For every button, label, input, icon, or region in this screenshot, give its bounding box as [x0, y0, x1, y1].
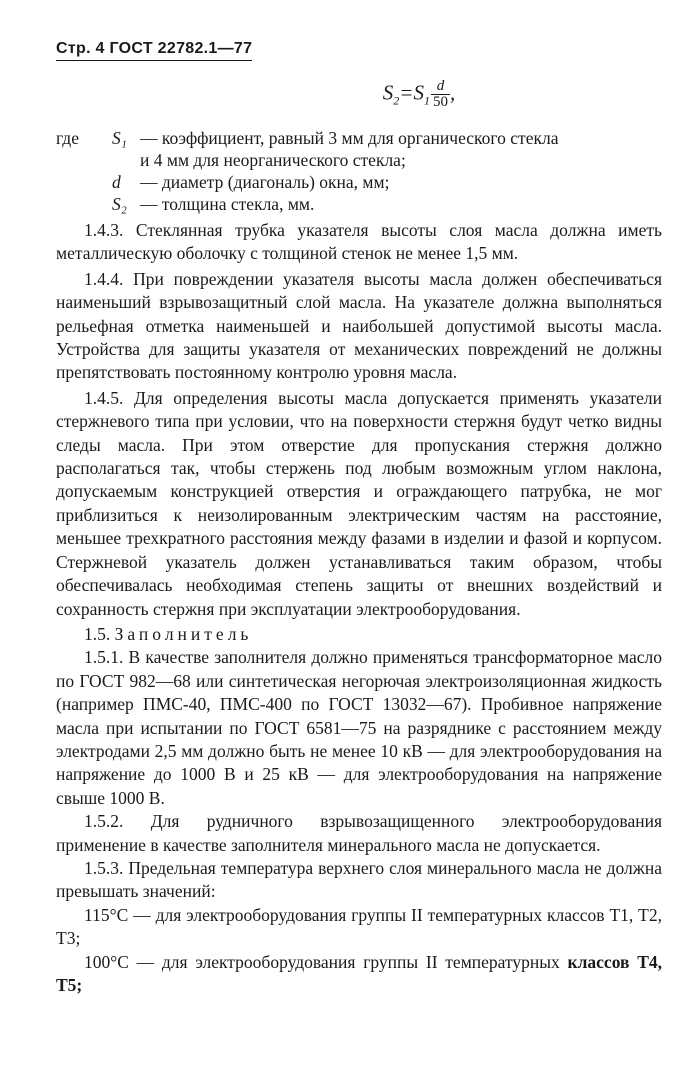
legend-row: [56, 171, 662, 193]
formula-comma: ,: [449, 80, 456, 105]
paragraph-1-5-3: 1.5.3. Предельная температура верхнего слоя минерального масла не должна превышать значений:: [56, 857, 662, 902]
paragraph-1-4-4: 1.4.4. При повреждении указателя высоты масла должен обеспечиваться наименьший взрывозащитный слой масла. На указателе должна выполняться рельефная отметка наименьшей и наибольшей допустимой высоты масла. Устройства для защиты указателя от механических повреждений не должны препятствовать постоянному контролю уровня масла.: [56, 268, 662, 383]
legend-text: [140, 193, 662, 215]
legend-desc: диаметр (диагональ) окна, мм;: [161, 172, 390, 192]
legend-text: [140, 127, 662, 149]
legend-text: [140, 171, 662, 193]
formula-lhs: S: [382, 80, 394, 105]
document-page: [56, 40, 662, 997]
item-2-text: 100°С — для электрооборудования группы II температурных: [84, 951, 560, 972]
legend-symbol: S₂: [112, 194, 127, 214]
section-heading-1-5: [56, 623, 662, 646]
legend-symbol: S₁: [112, 128, 127, 148]
item-2-tail: классов Т4, Т5;: [56, 951, 663, 995]
section-number: 1.5.: [84, 623, 111, 644]
fraction-denominator: 50: [432, 94, 448, 110]
paragraph-1-4-3: 1.4.3. Стеклянная трубка указателя высоты слоя масла должна иметь металлическую оболочку с толщиной стенок не менее 1,5 мм.: [56, 220, 662, 264]
paragraph-1-5-2: 1.5.2. Для рудничного взрывозащищенного электрооборудования применение в качестве заполнителя минерального масла не допускается.: [56, 811, 662, 855]
legend-desc: коэффициент, равный 3 мм для органического стекла: [161, 128, 559, 148]
formula-lhs-sub: 2: [393, 93, 400, 108]
fraction-numerator: d: [436, 78, 445, 94]
legend-dash: —: [140, 172, 158, 192]
section-title: Заполнитель: [114, 623, 253, 644]
formula-fraction: [431, 79, 450, 110]
paragraph-1-5-1: 1.5.1. В качестве заполнителя должно применяться трансформаторное масло по ГОСТ 982—68 или синтетическая негорючая электроизоляционная жидкость (например ПМС-40, ПМС-400 по ГОСТ 13032—67). Пробивное напряжение масла при испытании по ГОСТ 6581—75 на разряднике с расстоянием между электродами 2,5 мм должно быть не менее 10 кВ — для электрооборудования на напряжение до 1000 В и 25 кВ — для электрооборудования на напряжение свыше 1000 В.: [56, 647, 662, 808]
legend-dash: —: [140, 194, 158, 214]
legend-continuation: и 4 мм для неорганического стекла;: [140, 150, 406, 170]
paragraph-1-5-3-item-1: 115°С — для электрооборудования группы II температурных классов Т1, Т2, Т3;: [56, 904, 662, 949]
legend-symbol: d: [112, 172, 121, 192]
legend-row: [56, 127, 662, 149]
legend-row: [56, 193, 662, 215]
formula-rhs-sub: 1: [423, 93, 430, 108]
formula-rhs: S: [413, 80, 424, 105]
legend-desc: толщина стекла, мм.: [161, 194, 315, 214]
legend-dash: —: [140, 128, 158, 148]
formula-legend: [56, 127, 662, 215]
page-header: Стр. 4 ГОСТ 22782.1—77: [56, 40, 252, 61]
formula-equals: =: [399, 80, 414, 105]
legend-intro: где: [56, 128, 79, 148]
paragraph-1-4-5: 1.4.5. Для определения высоты масла допускается применять указатели стержневого типа при условии, что на поверхности стержня будут четко видны следы масла. При этом отверстие для пропускания стержня должно располагаться так, чтобы стержень под любым возможным углом наклона, допускаемым конструкцией отверстия и ограждающего патрубка, не мог приблизиться к неизолированным электрическим частям на расстояние, меньшее трехкратного расстояния между фазами в изделии и фазой и корпусом. Стержневой указатель должен устанавливаться таким образом, чтобы обеспечивалась необходимая степень защиты от внешних воздействий и сохранность стержня при эксплуатации электрооборудования.: [56, 387, 662, 619]
paragraph-1-5-3-item-2: [56, 951, 662, 998]
formula: [176, 79, 662, 119]
